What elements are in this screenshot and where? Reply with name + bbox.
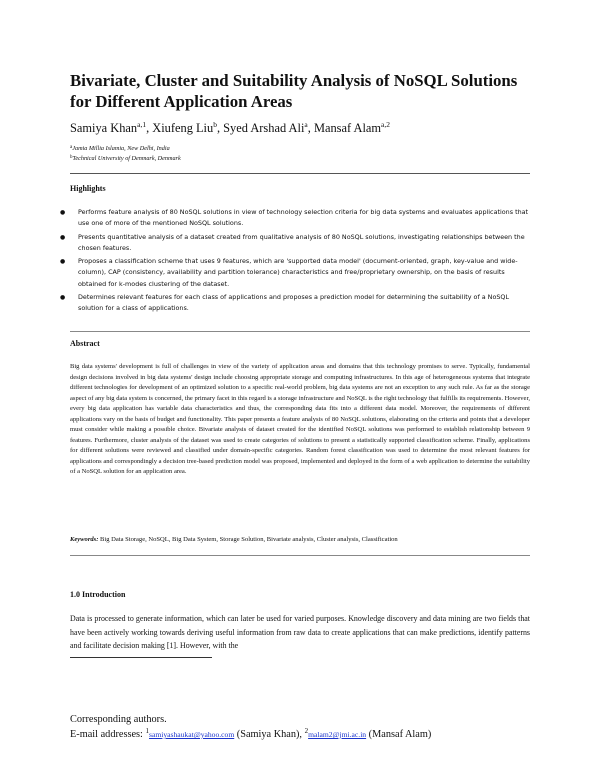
bullet-icon: ●	[60, 209, 66, 216]
list-item	[60, 256, 532, 290]
section-divider	[70, 555, 530, 556]
paper-title: Bivariate, Cluster and Suitability Analysis of NoSQL Solutions for Different Application Areas	[70, 71, 518, 111]
email-owner: (Samiya Khan),	[234, 729, 305, 740]
introduction-heading: 1.0 Introduction	[70, 590, 126, 599]
author-name: Xiufeng Liu	[152, 121, 214, 135]
bullet-icon: ●	[60, 258, 66, 266]
author-affiliation-mark: a	[304, 120, 308, 129]
author-name: Samiya Khan	[70, 121, 138, 135]
author-separator: ,	[307, 121, 314, 135]
corresponding-authors-note: Corresponding authors.	[70, 714, 167, 725]
affiliation-text: Technical University of Denmark, Denmark	[72, 155, 181, 162]
section-divider	[70, 331, 530, 332]
email-mark: 2	[304, 727, 309, 735]
affiliation	[70, 155, 181, 162]
keywords-label: Keywords:	[70, 536, 99, 543]
author-name: Mansaf Alam	[313, 121, 382, 135]
author-name: Syed Arshad Ali	[223, 121, 305, 135]
email-link-samiya[interactable]: samiyashaukat@yahoo.com	[149, 730, 235, 739]
keywords-text: Big Data Storage, NoSQL, Big Data System, Storage Solution, Bivariate analysis, Cluster analysis, Classification	[100, 536, 398, 543]
bullet-icon: ●	[60, 233, 66, 241]
highlights-list	[60, 207, 532, 317]
affiliation-mark: b	[70, 155, 73, 160]
bullet-icon: ●	[60, 294, 66, 302]
section-divider	[70, 173, 530, 174]
keywords	[70, 535, 530, 545]
highlight-text: Determines relevant features for each class of applications and proposes a prediction model for determining the suitability of a NoSQL solution for a class of applications.	[78, 293, 510, 313]
affiliation	[70, 145, 170, 152]
email-mark: 1	[145, 727, 149, 735]
email-owner: (Mansaf Alam)	[366, 729, 432, 740]
author-separator: ,	[216, 121, 224, 135]
highlight-text: Performs feature analysis of 80 NoSQL solutions in view of technology selection criteria for big data systems and evaluates applications that use one of more of the mentioned NoSQL solutions.	[78, 208, 529, 228]
affiliation-text: Jamia Millia Islamia, New Delhi, India	[72, 145, 170, 152]
email-addresses	[70, 729, 431, 740]
list-item	[60, 292, 532, 315]
author-affiliation-mark: b	[213, 120, 217, 129]
list-item	[60, 232, 532, 255]
list-item	[60, 207, 532, 230]
introduction-text: Data is processed to generate information, which can later be used for varied purposes. Knowledge discovery and data mining are two fields that have been actively working towards deriving useful information from raw data to create applications that can make predictions, identify patterns and facilitate decision making [1]. However, with the	[70, 614, 530, 650]
author-list	[70, 121, 390, 136]
highlight-text: Proposes a classification scheme that uses 9 features, which are 'supported data model' (document-oriented, graph, key-value and wide-column), CAP (consistency, availability and partition tolerance) characteristics and free/proprietary ownership, on the basis of results obtained for k-modes clustering of the dataset.	[78, 257, 518, 288]
abstract-text: Big data systems' development is full of challenges in view of the variety of application areas and domains that this technology promises to serve. Typically, fundamental design decisions involved in big data systems' design include choosing appropriate storage and computing infrastructures. In this age of heterogeneous systems that integrate different technologies for development of an optimized solution to a specific real-world problem, big data systems are not an exception to any such rule. As far as the storage aspect of any big data system is concerned, the primary facet in this regard is a storage infrastructure and NoSQL is the right technology that fulfills its requirements. However, every big data application has variable data characteristics and thus, the corresponding data fits into a different data model. Moreover, the requirements of different applications vary on the basis of budget and functionality. This paper presents a feature analysis of 80 NoSQL solutions, elaborating on the criteria and points that a developer must consider while making a possible choice. Bivariate analysis of dataset created for the identified NoSQL solutions was performed to establish relationship between 9 features. Furthermore, cluster analysis of the dataset was used to create categories of solutions to present a statistically supported classification scheme. Finally, applications for different solutions were reviewed and classified under domain-specific categories. Random forest classification was used to determine the most relevant features for applications and correspondingly a decision tree-based prediction model was proposed, implemented and deployed in the form of a web application to determine the suitability of a NoSQL solution for an application area.	[70, 363, 530, 476]
highlight-text: Presents quantitative analysis of a dataset created from qualitative analysis of 80 NoSQL solutions, investigating relationships between the chosen features.	[78, 232, 525, 252]
author-affiliation-mark: a,2	[381, 120, 391, 129]
author-affiliation-mark: a,1	[137, 120, 147, 129]
abstract-heading: Abstract	[70, 339, 100, 348]
email-link-mansaf[interactable]: malam2@jmi.ac.in	[308, 730, 367, 739]
highlights-heading: Highlights	[70, 184, 106, 193]
affiliation-mark: a	[70, 145, 73, 150]
footnote-divider	[70, 657, 212, 658]
author-separator: ,	[146, 121, 153, 135]
email-label: E-mail addresses:	[70, 729, 146, 740]
